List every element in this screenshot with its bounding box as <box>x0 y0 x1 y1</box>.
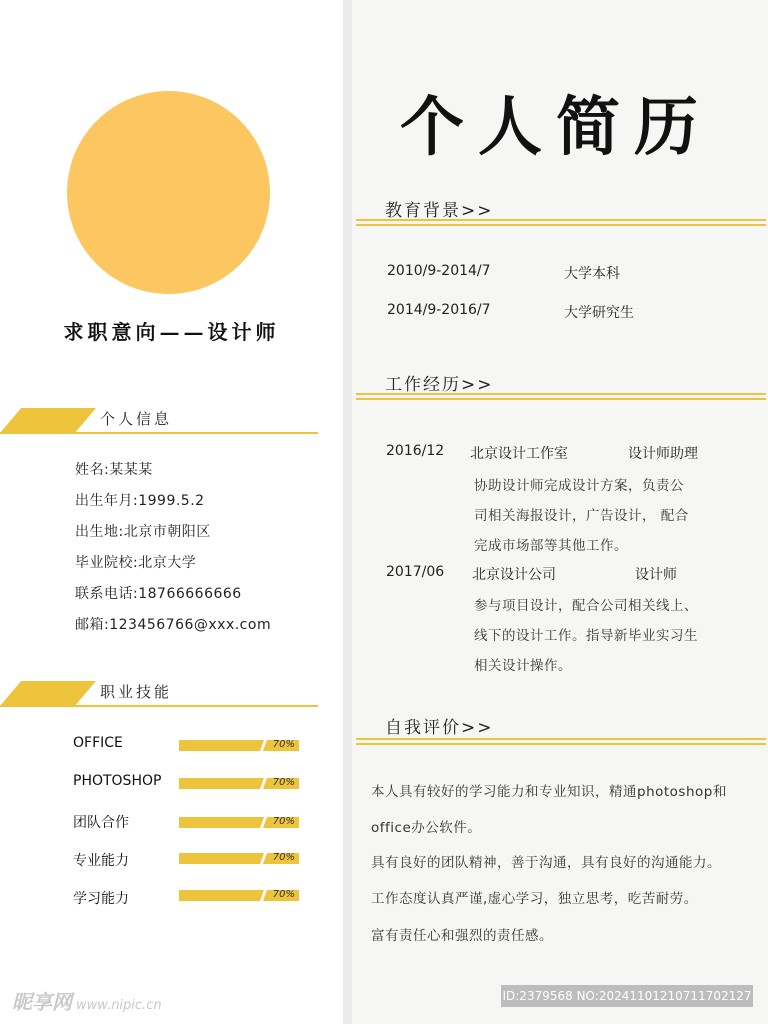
skills-heading: 职业技能 <box>100 683 173 701</box>
education-period: 2014/9-2016/7 <box>387 302 491 318</box>
header-line <box>0 432 318 434</box>
personal-info-heading: 个人信息 <box>100 410 173 428</box>
skill-name: PHOTOSHOP <box>73 773 162 789</box>
work-date: 2017/06 <box>386 564 445 580</box>
skill-bar <box>179 740 299 751</box>
education-period: 2010/9-2014/7 <box>387 263 491 279</box>
skill-name: 团队合作 <box>73 815 129 831</box>
education-degree: 大学研究生 <box>564 305 634 321</box>
skill-bar <box>179 817 299 828</box>
watermark-brand <box>12 986 162 1015</box>
skill-name: 学习能力 <box>73 891 129 907</box>
skill-bar <box>179 778 299 789</box>
info-email: 邮箱:123456766@xxx.com <box>75 617 272 633</box>
work-desc-line: 协助设计师完成设计方案，负责公 <box>474 478 684 494</box>
info-school: 毕业院校:北京大学 <box>75 555 197 571</box>
resume-title: 个人简历 <box>400 90 712 165</box>
watermark-brand-text: 昵享网 <box>12 990 72 1014</box>
skill-percent: 70% <box>272 889 295 900</box>
skill-name: 专业能力 <box>73 853 129 869</box>
self-eval-line: 工作态度认真严谨,虚心学习，独立思考，吃苦耐劳。 <box>371 891 698 907</box>
education-degree: 大学本科 <box>564 266 620 282</box>
work-rule <box>356 393 766 400</box>
self-eval-line: 本人具有较好的学习能力和专业知识，精通photoshop和 <box>371 784 727 800</box>
info-phone: 联系电话:18766666666 <box>75 586 242 602</box>
work-desc-line: 完成市场部等其他工作。 <box>474 538 628 554</box>
skill-bar <box>179 853 299 864</box>
work-desc-line: 司相关海报设计，广告设计， 配合 <box>474 508 689 524</box>
work-company: 北京设计公司 <box>472 567 556 583</box>
work-heading: 工作经历>> <box>385 375 494 395</box>
education-heading: 教育背景>> <box>385 201 494 221</box>
watermark-id: ID:2379568 NO:20241101210711702127 <box>501 985 753 1007</box>
watermark-url: www.nipic.cn <box>76 998 162 1013</box>
work-role: 设计师 <box>635 567 677 583</box>
work-desc-line: 参与项目设计，配合公司相关线上、 <box>474 598 698 614</box>
skill-percent: 70% <box>272 777 295 788</box>
info-name: 姓名:某某某 <box>75 462 153 478</box>
skill-percent: 70% <box>272 852 295 863</box>
work-desc-line: 线下的设计工作。指导新毕业实习生 <box>474 628 698 644</box>
work-date: 2016/12 <box>386 443 445 459</box>
avatar-circle <box>67 91 270 294</box>
self-eval-rule <box>356 738 766 745</box>
work-role: 设计师助理 <box>628 446 698 462</box>
self-eval-line: 富有责任心和强烈的责任感。 <box>371 928 553 944</box>
self-eval-line: office办公软件。 <box>371 820 482 836</box>
job-intent: 求职意向——设计师 <box>63 320 280 344</box>
info-birthplace: 出生地:北京市朝阳区 <box>75 524 211 540</box>
header-band <box>0 408 96 433</box>
work-desc-line: 相关设计操作。 <box>474 658 572 674</box>
personal-info-header <box>0 408 318 438</box>
education-rule <box>356 219 766 226</box>
self-eval-heading: 自我评价>> <box>385 718 494 738</box>
self-eval-line: 具有良好的团队精神，善于沟通，具有良好的沟通能力。 <box>371 855 721 871</box>
skill-percent: 70% <box>272 816 295 827</box>
skills-header <box>0 681 318 711</box>
work-company: 北京设计工作室 <box>470 446 568 462</box>
skill-bar <box>179 890 299 901</box>
panel-divider <box>343 0 352 1024</box>
header-band <box>0 681 96 706</box>
header-line <box>0 705 318 707</box>
info-birth: 出生年月:1999.5.2 <box>75 493 205 509</box>
skill-percent: 70% <box>272 739 295 750</box>
skill-name: OFFICE <box>73 735 123 751</box>
